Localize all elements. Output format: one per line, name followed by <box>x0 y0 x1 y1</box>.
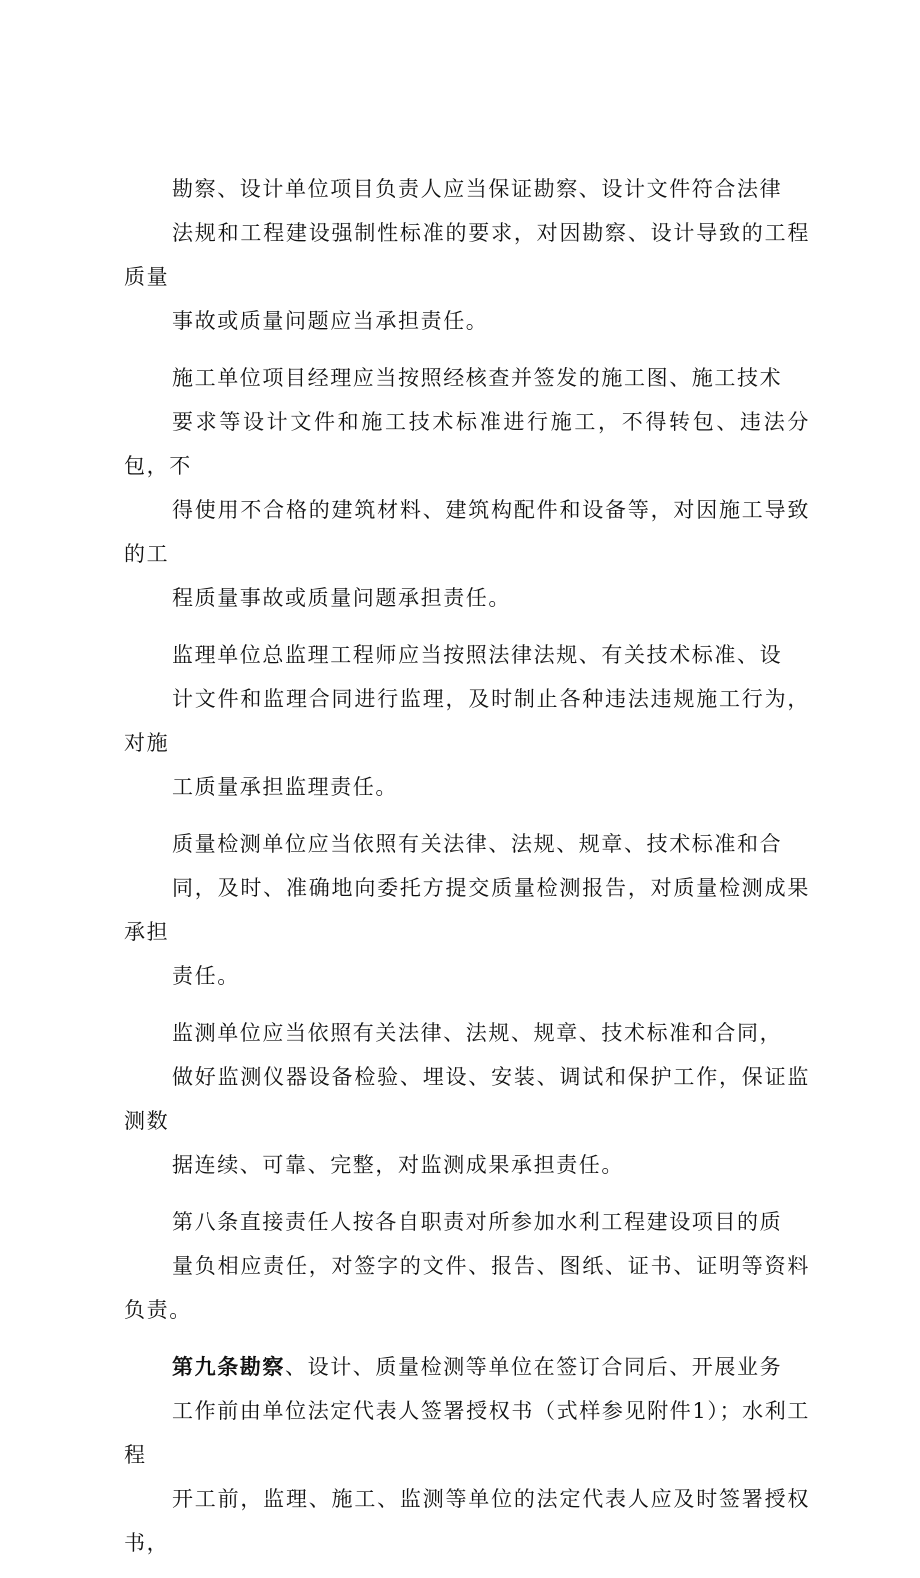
text-line: 责任。 <box>172 964 240 988</box>
text-line: 据连续、可靠、完整，对监测成果承担责任。 <box>172 1153 624 1177</box>
text-line: 勘察、设计单位项目负责人应当保证勘察、设计文件符合法律 <box>172 177 783 201</box>
text-line: 事故或质量问题应当承担责任。 <box>172 309 489 333</box>
paragraph-article-8 <box>124 1200 810 1332</box>
text-line: 质量检测单位应当依照有关法律、法规、规章、技术标准和合 <box>172 832 783 856</box>
paragraph-construction <box>124 356 810 620</box>
text-line: 计文件和监理合同进行监理，及时制止各种违法违规施工行为，对施 <box>124 687 810 755</box>
text-line: 要求等设计文件和施工技术标准进行施工，不得转包、违法分包，不 <box>124 410 810 478</box>
text-line: 监测单位应当依照有关法律、法规、规章、技术标准和合同， <box>172 1021 783 1045</box>
text-line <box>124 1345 810 1389</box>
text-line: 施工单位项目经理应当按照经核查并签发的施工图、施工技术 <box>172 366 783 390</box>
text-line: 量负相应责任，对签字的文件、报告、图纸、证书、证明等资料负责。 <box>124 1254 810 1322</box>
paragraph-survey-design <box>124 167 810 343</box>
document-page <box>124 167 810 1578</box>
paragraph-quality-testing <box>124 822 810 998</box>
text-line: 第八条直接责任人按各自职责对所参加水利工程建设项目的质 <box>172 1210 783 1234</box>
text-line: 开工前，监理、施工、监测等单位的法定代表人应及时签署授权书， <box>124 1487 810 1555</box>
text-run: 、设计、质量检测等单位在签订合同后、开展业务 <box>285 1355 783 1379</box>
text-line: 工质量承担监理责任。 <box>172 775 398 799</box>
text-line: 法规和工程建设强制性标准的要求，对因勘察、设计导致的工程质量 <box>124 221 810 289</box>
text-line: 做好监测仪器设备检验、埋设、安装、调试和保护工作，保证监测数 <box>124 1065 810 1133</box>
article-heading: 第九条勘察 <box>172 1354 285 1379</box>
text-line: 监理单位总监理工程师应当按照法律法规、有关技术标准、设 <box>172 643 783 667</box>
text-line: 同，及时、准确地向委托方提交质量检测报告，对质量检测成果承担 <box>124 876 810 944</box>
text-line: 得使用不合格的建筑材料、建筑构配件和设备等，对因施工导致的工 <box>124 498 810 566</box>
paragraph-supervision <box>124 633 810 809</box>
paragraph-monitoring <box>124 1011 810 1187</box>
paragraph-article-9 <box>124 1345 810 1565</box>
text-line: 工作前由单位法定代表人签署授权书（式样参见附件1）；水利工程 <box>124 1399 810 1467</box>
text-line: 程质量事故或质量问题承担责任。 <box>172 586 511 610</box>
